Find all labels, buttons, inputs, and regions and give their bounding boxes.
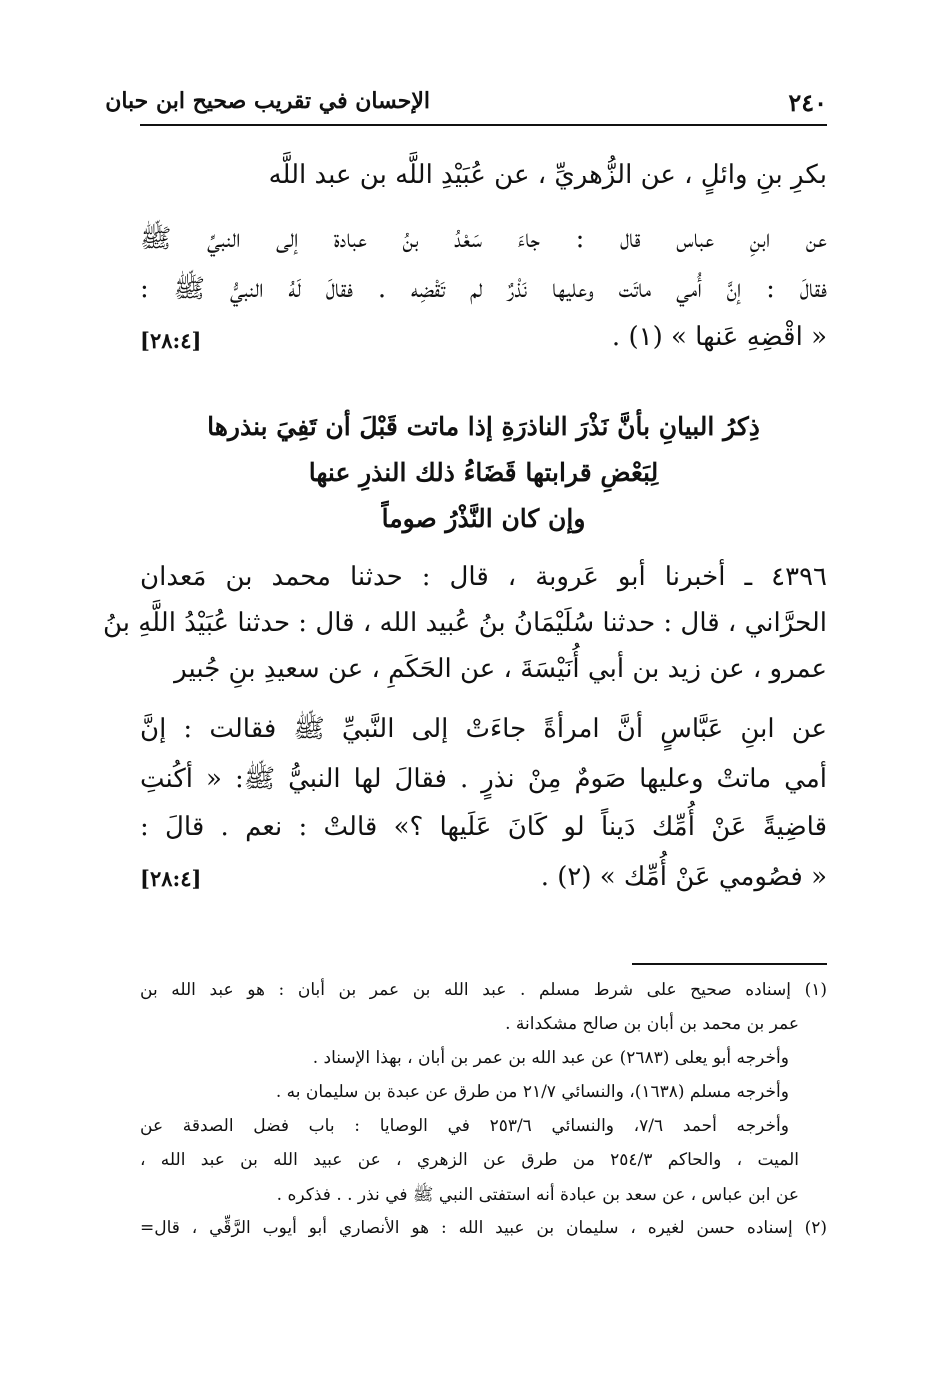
hadith-isnad-line: عمرو ، عن زيد بن أبي أُنَيْسَةَ ، عن الحَكَمِ ، عن سعيدِ بنِ جُبير: [174, 654, 827, 684]
hadith-matn-line: عن ابنِ عَبَّاسٍ أنَّ امرأةً جاءَتْ إلى النَّبيِّ ﷺ فقالت : إنَّ: [140, 714, 827, 744]
text-line: « اقْضِهِ عَنها » (١) .: [611, 322, 827, 352]
text-line: بكرِ بنِ وائلٍ ، عن الزُّهريِّ ، عن عُبَيْدِ اللَّه بن عبد اللَّه: [268, 160, 827, 190]
hadith-matn-line: « فصُومي عَنْ أُمِّك » (٢) .: [540, 862, 827, 892]
text-line: فقالَ : إنَّ أُمي ماتَت وعليها نَذْرٌ لم تَقْضِه . فقالَ لَهُ النبيُّ ﷺ :: [140, 274, 827, 304]
header-rule: [140, 124, 827, 126]
page-number: ٢٤٠: [788, 88, 827, 117]
volume-reference: [٢٨:٤]: [140, 328, 202, 353]
footnote-line: (١) إسناده صحيح على شرط مسلم . عبد الله بن عمر بن أبان : هو عبد الله بن: [140, 980, 828, 1000]
footnote-line: (٢) إسناده حسن لغيره ، سليمان بن عبيد الله : هو الأنصاري أبو أيوب الرَّقِّي ، قال=: [140, 1218, 827, 1238]
hadith-isnad-line: ٤٣٩٦ ـ أخبرنا أبو عَروبة ، قال : حدثنا محمد بن مَعدان: [140, 562, 827, 592]
footnote-line: عمر بن محمد بن أبان بن صالح مشكدانة .: [505, 1014, 799, 1034]
footnote-line: وأخرجه أبو يعلى (٢٦٨٣) عن عبد الله بن عمر بن أبان ، بهذا الإسناد .: [312, 1048, 789, 1068]
hadith-matn-line: قاضِيةً عَنْ أُمِّك دَيناً لو كَانَ عَلَيها ؟» قالتْ : نعم . قالَ :: [140, 812, 827, 842]
running-title: الإحسان في تقريب صحيح ابن حبان: [105, 88, 430, 114]
volume-reference: [٢٨:٤]: [140, 866, 202, 891]
footnote-line: عن ابن عباس ، عن سعد بن عبادة أنه استفتى النبي ﷺ في نذر . . فذكره .: [276, 1185, 799, 1205]
footnote-line: الميت ، والحاكم ٢٥٤/٣ من طرق عن الزهري ، عن عبيد الله بن عبد الله ،: [140, 1150, 799, 1170]
footnote-line: وأخرجه مسلم (١٦٣٨)، والنسائي ٢١/٧ من طرق عن عبدة بن سليمان به .: [275, 1082, 789, 1102]
hadith-matn-line: أمي ماتتْ وعليها صَومٌ مِنْ نذرٍ . فقالَ لها النبيُّ ﷺ: « أكُنتِ: [140, 764, 827, 794]
hadith-isnad-line: الحرَّاني ، قال : حدثنا سُلَيْمَانُ بنُ عُبيد الله ، قال : حدثنا عُبَيْدُ اللَّهِ بنُ: [102, 608, 827, 638]
chapter-heading-line: وإن كان النَّذْرُ صوماً: [381, 504, 586, 533]
footnote-line: وأخرجه أحمد ٧/٦، والنسائي ٢٥٣/٦ في الوصايا : باب فضل الصدقة عن: [140, 1116, 789, 1136]
footnote-separator: [632, 963, 827, 965]
chapter-heading-line: ذِكرُ البيانِ بأنَّ نَذْرَ الناذرَةِ إذا ماتت قَبْلَ أن تَفِيَ بنذرها: [207, 412, 760, 441]
text-line: عن ابنِ عباس قال : جاءَ سَعْدُ بنُ عبادة إلى النبيِّ ﷺ: [140, 224, 827, 254]
chapter-heading-line: لِبَعْضِ قرابتها قَضَاءُ ذلك النذرِ عنها: [308, 458, 659, 487]
